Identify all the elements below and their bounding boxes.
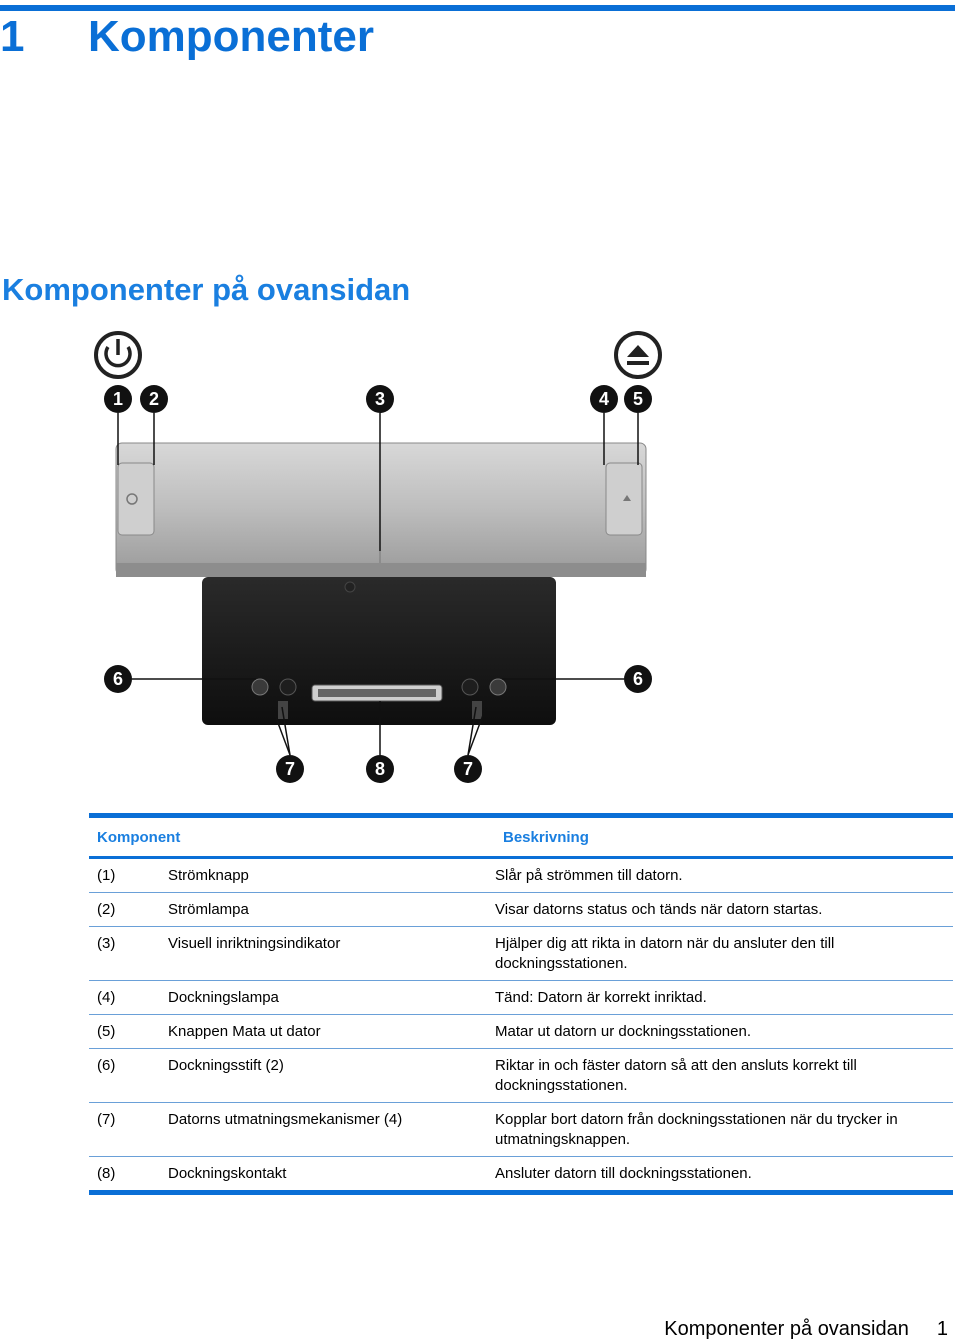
row-number: (8): [97, 1165, 116, 1182]
table-row: [89, 1156, 953, 1190]
table-row: [89, 1014, 953, 1048]
svg-text:2: 2: [148, 389, 160, 409]
table-row: [89, 859, 953, 892]
chapter-title: Komponenter: [88, 12, 374, 61]
callout-2: [140, 385, 168, 413]
section-title: Komponenter på ovansidan: [2, 272, 411, 307]
row-number: (5): [97, 1023, 116, 1040]
footer-section: Komponenter på ovansidan: [664, 1318, 909, 1340]
chapter-number: 1: [0, 12, 25, 61]
eject-icon: [616, 333, 660, 377]
row-component: Datorns utmatningsmekanismer (4): [168, 1111, 403, 1128]
row-number: (3): [97, 935, 116, 952]
table-row: [89, 980, 953, 1014]
top-rule: [0, 5, 955, 11]
callout-7-right: [454, 755, 482, 783]
callout-7-left: [276, 755, 304, 783]
row-number: (7): [97, 1111, 116, 1128]
row-component: Knappen Mata ut dator: [168, 1023, 321, 1040]
svg-text:6: 6: [632, 669, 644, 689]
table-bottom-rule: [89, 1190, 953, 1195]
row-description: Riktar in och fäster datorn så att den ansluts korrekt till dockningsstationen.: [495, 1057, 857, 1094]
callout-4: [590, 385, 618, 413]
svg-text:8: 8: [374, 759, 386, 779]
header-description: Beskrivning: [503, 828, 589, 846]
row-description: Ansluter datorn till dockningsstationen.: [495, 1165, 752, 1182]
row-description: Slår på strömmen till datorn.: [495, 867, 683, 884]
table-row: [89, 892, 953, 926]
row-description: Hjälper dig att rikta in datorn när du ansluter den till dockningsstationen.: [495, 935, 835, 972]
svg-text:6: 6: [112, 669, 124, 689]
svg-text:7: 7: [284, 759, 296, 779]
components-table: [89, 813, 953, 1195]
row-number: (4): [97, 989, 116, 1006]
page-footer: [664, 1318, 948, 1341]
row-number: (1): [97, 867, 116, 884]
callout-5: [624, 385, 652, 413]
docking-lid: [116, 443, 646, 577]
table-row: [89, 1048, 953, 1102]
svg-text:3: 3: [374, 389, 386, 409]
callout-6-right: [624, 665, 652, 693]
svg-text:1: 1: [112, 389, 124, 409]
row-description: Kopplar bort datorn från dockningsstationen när du trycker in utmatningsknappen.: [495, 1111, 898, 1148]
docking-base: [202, 577, 556, 725]
row-component: Visuell inriktningsindikator: [168, 935, 341, 952]
callout-6-left: [104, 665, 132, 693]
chapter-heading: [0, 12, 374, 62]
callout-3: [366, 385, 394, 413]
row-component: Dockningslampa: [168, 989, 279, 1006]
row-description: Visar datorns status och tänds när datorn startas.: [495, 901, 823, 918]
svg-text:7: 7: [462, 759, 474, 779]
table-body: [89, 859, 953, 1190]
callout-8: [366, 755, 394, 783]
table-header: [89, 818, 953, 856]
table-row: [89, 926, 953, 980]
table-row: [89, 1102, 953, 1156]
svg-text:4: 4: [598, 389, 610, 409]
row-number: (2): [97, 901, 116, 918]
row-description: Tänd: Datorn är korrekt inriktad.: [495, 989, 707, 1006]
svg-text:5: 5: [632, 389, 644, 409]
header-component: Komponent: [97, 828, 181, 846]
row-component: Strömlampa: [168, 901, 249, 918]
page-number: 1: [936, 1318, 948, 1340]
docking-station-figure: [80, 325, 680, 795]
power-icon: [96, 333, 140, 377]
row-component: Dockningsstift (2): [168, 1057, 284, 1074]
row-component: Strömknapp: [168, 867, 249, 884]
row-description: Matar ut datorn ur dockningsstationen.: [495, 1023, 751, 1040]
callout-1: [104, 385, 132, 413]
row-component: Dockningskontakt: [168, 1165, 287, 1182]
row-number: (6): [97, 1057, 116, 1074]
